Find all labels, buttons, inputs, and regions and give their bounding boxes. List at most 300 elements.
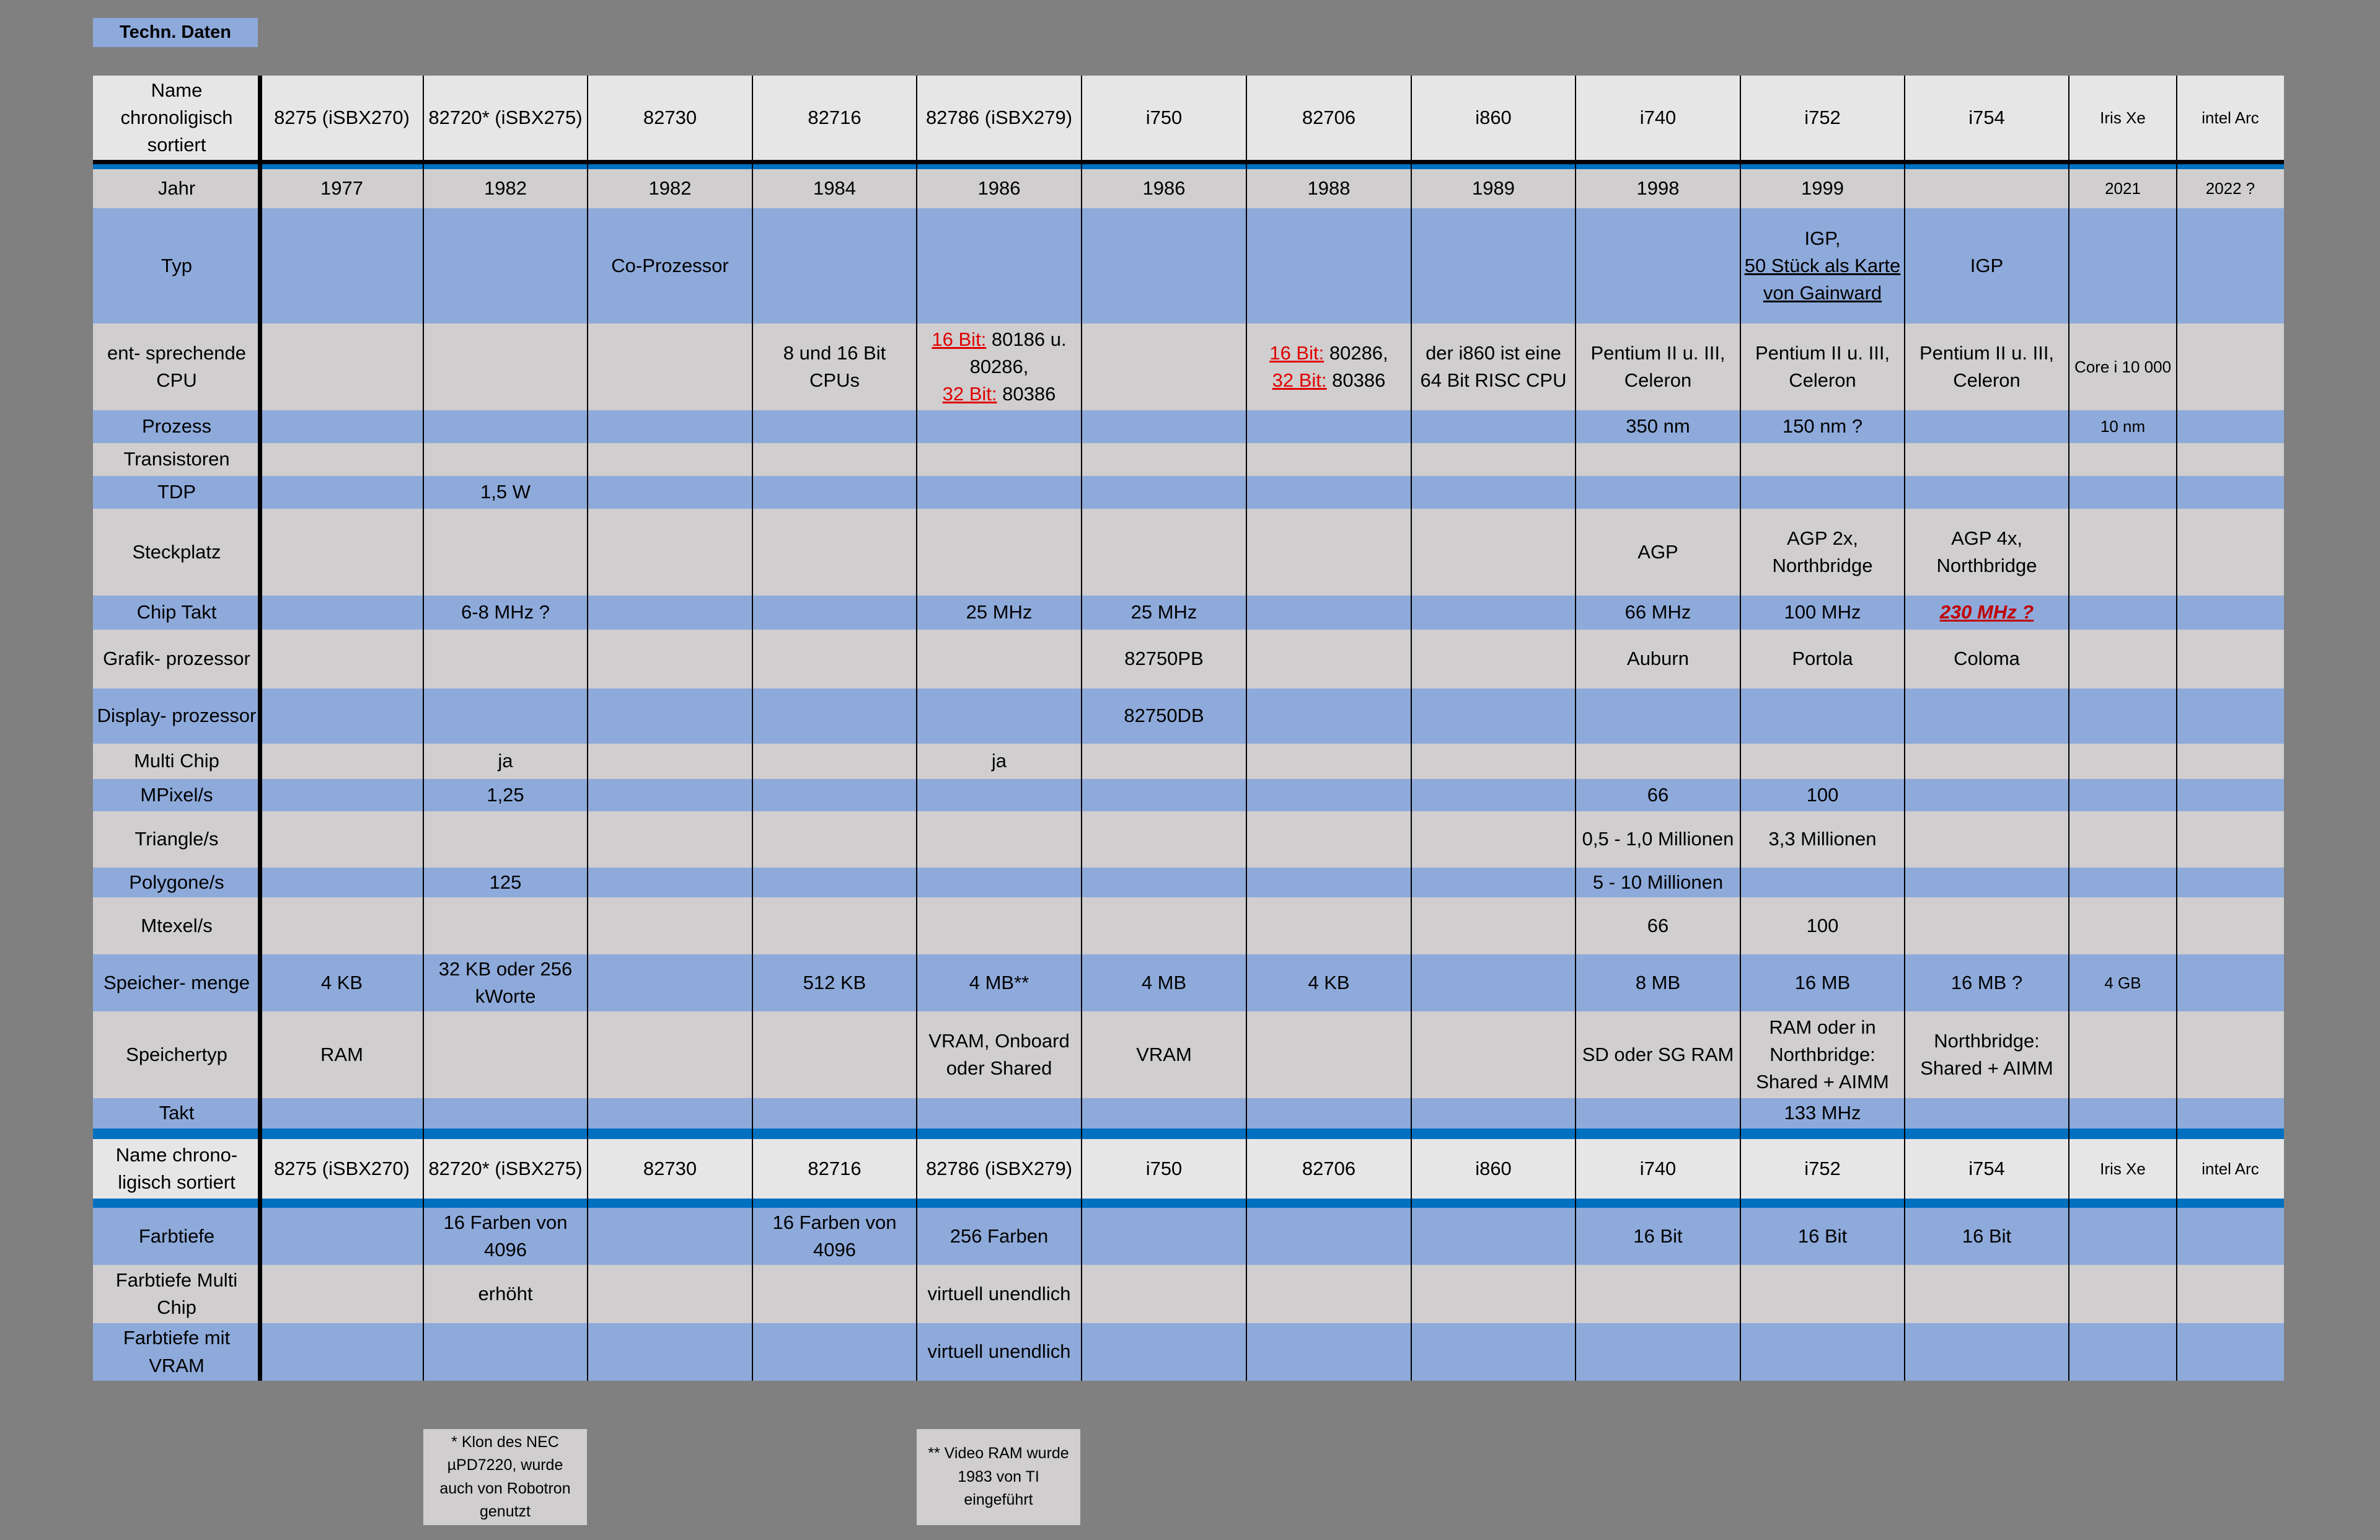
cell-takt-intelarc (2177, 1098, 2284, 1129)
column-header-82706: 82706 (1302, 1157, 1356, 1179)
cell-polygone-82730 (588, 868, 752, 897)
cell-farbmulti-82720: erhöht (478, 1282, 533, 1305)
cell-jahr-82786: 1986 (977, 177, 1021, 200)
cell-multichip-82716 (752, 744, 917, 779)
column-header-i754: i754 (1968, 1157, 2005, 1179)
column-header-i750: i750 (1145, 1157, 1183, 1179)
cell-triangle-irisxe (2069, 811, 2177, 868)
column-divider (1740, 76, 1741, 1381)
cell-grafik-82720 (423, 630, 588, 689)
cell-display-i860 (1411, 689, 1576, 744)
table-row-speichertyp (93, 1011, 2284, 1098)
cell-speichertyp-82706 (1246, 1011, 1411, 1098)
cell-jahr-i860: 1989 (1472, 177, 1515, 200)
cell-tdp-i860 (1411, 476, 1576, 509)
cell-speichertyp-82716 (752, 1011, 917, 1098)
cell-prozess-intelarc (2177, 410, 2284, 443)
cell-cpu-i860: der i860 ist eine 64 Bit RISC CPU (1420, 341, 1567, 391)
cell-tdp-i750 (1082, 476, 1246, 509)
cell-display-i752 (1740, 689, 1905, 744)
table-row-cpu (93, 323, 2284, 410)
cell-transistoren-i752 (1740, 443, 1905, 476)
cell-farbmulti-intelarc (2177, 1265, 2284, 1323)
cell-speichertyp-i754: Northbridge: Shared + AIMM (1920, 1029, 2053, 1079)
cell-grafik-82786 (917, 630, 1082, 689)
cell-jahr-i754 (1905, 169, 2069, 208)
cell-takt-irisxe (2069, 1098, 2177, 1129)
cell-transistoren-82706 (1246, 443, 1411, 476)
column-header-i754: i754 (1968, 106, 2005, 128)
cell-triangle-i860 (1411, 811, 1576, 868)
highlight-value: 230 MHz ? (1939, 601, 2034, 623)
cell-polygone-i750 (1082, 868, 1246, 897)
cell-prozess-82730 (588, 410, 752, 443)
row-label: Triangle/s (134, 828, 219, 850)
cell-takt-i754 (1905, 1098, 2069, 1129)
cell-chiptakt-irisxe (2069, 596, 2177, 630)
cell-tdp-8275 (260, 476, 423, 509)
cell-mpixel-82730 (588, 779, 752, 811)
cell-farbmulti-82730 (588, 1265, 752, 1323)
cell-mpixel-i860 (1411, 779, 1576, 811)
row-label: ent- sprechende CPU (107, 341, 247, 391)
cell-multichip-i740 (1576, 744, 1740, 779)
table-row-farbtiefe (93, 1208, 2284, 1265)
cell-grafik-82706 (1246, 630, 1411, 689)
table-row-chiptakt (93, 596, 2284, 630)
table-row-mtexel (93, 897, 2284, 954)
cell-prozess-82706 (1246, 410, 1411, 443)
cell-takt-82730 (588, 1098, 752, 1129)
cell-transistoren-i750 (1082, 443, 1246, 476)
table-row-mpixel (93, 779, 2284, 811)
table-row-farbmulti (93, 1265, 2284, 1323)
cell-prozess-82716 (752, 410, 917, 443)
cell-transistoren-irisxe (2069, 443, 2177, 476)
cell-mpixel-i740: 66 (1647, 783, 1669, 806)
cell-transistoren-intelarc (2177, 443, 2284, 476)
cell-transistoren-82716 (752, 443, 917, 476)
cell-speicher-i752: 16 MB (1794, 971, 1851, 993)
cell-transistoren-82786 (917, 443, 1082, 476)
footnote-82720: * Klon des NEC µPD7220, wurde auch von Robotron genutzt (423, 1429, 587, 1525)
cell-farbtiefe-irisxe (2069, 1208, 2177, 1265)
column-divider (1246, 76, 1247, 1381)
cell-speichertyp-82730 (588, 1011, 752, 1098)
cell-speichertyp-i752: RAM oder in Northbridge: Shared + AIMM (1756, 1016, 1889, 1093)
footnote-82786: ** Video RAM wurde 1983 von TI eingeführt (917, 1429, 1080, 1525)
cell-multichip-intelarc (2177, 744, 2284, 779)
cell-farbvram-82720 (423, 1323, 588, 1381)
cell-triangle-82730 (588, 811, 752, 868)
cell-typ-i752 (1740, 208, 1905, 323)
cell-triangle-82720 (423, 811, 588, 868)
cell-speicher-82786: 4 MB** (969, 971, 1029, 993)
column-header-82720: 82720* (iSBX275) (428, 1157, 583, 1179)
cell-jahr-82706: 1988 (1307, 177, 1351, 200)
cell-polygone-i860 (1411, 868, 1576, 897)
column-header-82706: 82706 (1302, 106, 1356, 128)
cell-steckplatz-i754: AGP 4x, Northbridge (1936, 527, 2037, 576)
cell-typ-82706 (1246, 208, 1411, 323)
cell-tdp-i740 (1576, 476, 1740, 509)
cell-steckplatz-intelarc (2177, 509, 2284, 596)
column-header-82716: 82716 (808, 106, 862, 128)
table-row-multichip (93, 744, 2284, 779)
cell-chiptakt-i860 (1411, 596, 1576, 630)
column-header-i860: i860 (1475, 106, 1512, 128)
row-label: Name chrono-ligisch sortiert (115, 1143, 238, 1193)
cell-multichip-i750 (1082, 744, 1246, 779)
cell-farbtiefe-i754: 16 Bit (1962, 1225, 2012, 1247)
cell-typ-irisxe (2069, 208, 2177, 323)
table-row-typ (93, 208, 2284, 323)
row-label: Transistoren (123, 448, 230, 470)
cell-grafik-i750: 82750PB (1124, 648, 1204, 670)
cell-transistoren-82720 (423, 443, 588, 476)
cell-farbvram-i860 (1411, 1323, 1576, 1381)
cell-tdp-82786 (917, 476, 1082, 509)
cell-farbmulti-i752 (1740, 1265, 1905, 1323)
cell-mpixel-82786 (917, 779, 1082, 811)
cell-steckplatz-i750 (1082, 509, 1246, 596)
cell-farbmulti-82786: virtuell unendlich (927, 1282, 1071, 1305)
column-header-intelarc: intel Arc (2202, 108, 2259, 127)
cell-steckplatz-82706 (1246, 509, 1411, 596)
cell-grafik-82716 (752, 630, 917, 689)
cell-chiptakt-8275 (260, 596, 423, 630)
cell-farbtiefe-i860 (1411, 1208, 1576, 1265)
cell-display-82706 (1246, 689, 1411, 744)
cell-steckplatz-i740: AGP (1637, 540, 1678, 563)
row-separator (93, 1129, 2284, 1139)
cell-mtexel-irisxe (2069, 897, 2177, 954)
cell-farbtiefe-82706 (1246, 1208, 1411, 1265)
cell-speicher-i860 (1411, 954, 1576, 1011)
cell-tdp-intelarc (2177, 476, 2284, 509)
cell-cpu-82706 (1246, 323, 1411, 410)
row-separator (93, 164, 2284, 169)
row-label: Polygone/s (129, 871, 224, 893)
cell-farbvram-i740 (1576, 1323, 1740, 1381)
cell-grafik-8275 (260, 630, 423, 689)
row-label: MPixel/s (140, 783, 213, 806)
cell-speicher-i754: 16 MB ? (1950, 971, 2023, 993)
cell-takt-i750 (1082, 1098, 1246, 1129)
column-header-82786: 82786 (iSBX279) (925, 106, 1073, 128)
cell-cpu-82716: 8 und 16 Bit CPUs (783, 341, 886, 391)
cell-polygone-i754 (1905, 868, 2069, 897)
column-divider (423, 76, 424, 1381)
bit-label: 32 Bit: (1272, 369, 1327, 391)
cell-triangle-i754 (1905, 811, 2069, 868)
cell-tdp-82720: 1,5 W (480, 481, 531, 503)
row-label: TDP (157, 481, 196, 503)
column-header-i740: i740 (1639, 106, 1677, 128)
cell-farbmulti-8275 (260, 1265, 423, 1323)
cell-display-82716 (752, 689, 917, 744)
cell-polygone-82706 (1246, 868, 1411, 897)
column-divider (1904, 76, 1905, 1381)
cell-mpixel-82706 (1246, 779, 1411, 811)
cell-grafik-i752: Portola (1792, 648, 1853, 670)
cell-mpixel-intelarc (2177, 779, 2284, 811)
cell-farbmulti-82716 (752, 1265, 917, 1323)
cell-steckplatz-82716 (752, 509, 917, 596)
cell-triangle-82706 (1246, 811, 1411, 868)
cell-farbvram-82786: virtuell unendlich (927, 1340, 1071, 1363)
cell-multichip-i752 (1740, 744, 1905, 779)
cell-prozess-i754 (1905, 410, 2069, 443)
row-label: Display- prozessor (97, 705, 257, 727)
column-divider (1575, 76, 1576, 1381)
cell-mpixel-82720: 1,25 (487, 783, 524, 806)
cell-chiptakt-intelarc (2177, 596, 2284, 630)
cell-speicher-82720: 32 KB oder 256 kWorte (438, 957, 573, 1007)
cell-grafik-82730 (588, 630, 752, 689)
cell-farbvram-82706 (1246, 1323, 1411, 1381)
column-header-8275: 8275 (iSBX270) (274, 1157, 410, 1179)
cell-mpixel-i750 (1082, 779, 1246, 811)
cell-farbtiefe-82720: 16 Farben von 4096 (443, 1211, 568, 1261)
row-label: Takt (159, 1102, 195, 1124)
row-label: Mtexel/s (141, 914, 213, 936)
cell-cpu-8275 (260, 323, 423, 410)
cell-mpixel-i752: 100 (1806, 783, 1839, 806)
cell-tdp-82716 (752, 476, 917, 509)
column-header-8275: 8275 (iSBX270) (274, 106, 410, 128)
cell-jahr-8275: 1977 (320, 177, 363, 200)
cell-speichertyp-i860 (1411, 1011, 1576, 1098)
table-row-speicher (93, 954, 2284, 1011)
cell-takt-82786 (917, 1098, 1082, 1129)
cell-display-intelarc (2177, 689, 2284, 744)
cell-prozess-i750 (1082, 410, 1246, 443)
cell-cpu-i754: Pentium II u. III, Celeron (1919, 341, 2055, 391)
cell-multichip-irisxe (2069, 744, 2177, 779)
cell-farbmulti-i750 (1082, 1265, 1246, 1323)
column-divider (1081, 76, 1082, 1381)
row-label: Name chronoligisch sortiert (120, 79, 233, 156)
cell-farbvram-irisxe (2069, 1323, 2177, 1381)
column-header-i752: i752 (1804, 106, 1841, 128)
cell-steckplatz-irisxe (2069, 509, 2177, 596)
cell-mtexel-8275 (260, 897, 423, 954)
cell-display-i740 (1576, 689, 1740, 744)
cell-speichertyp-i750: VRAM (1136, 1043, 1192, 1065)
cell-farbvram-i750 (1082, 1323, 1246, 1381)
cell-mtexel-intelarc (2177, 897, 2284, 954)
cell-farbmulti-i740 (1576, 1265, 1740, 1323)
cell-typ-i740 (1576, 208, 1740, 323)
cell-tdp-82706 (1246, 476, 1411, 509)
cell-speicher-irisxe: 4 GB (2104, 973, 2141, 992)
cell-grafik-i740: Auburn (1627, 648, 1689, 670)
sheet-title: Techn. Daten (93, 18, 258, 47)
cell-triangle-intelarc (2177, 811, 2284, 868)
cell-farbvram-82716 (752, 1323, 917, 1381)
cell-mtexel-82706 (1246, 897, 1411, 954)
cell-speicher-82716: 512 KB (803, 971, 866, 993)
cell-farbmulti-irisxe (2069, 1265, 2177, 1323)
cell-chiptakt-82706 (1246, 596, 1411, 630)
cell-chiptakt-i740: 66 MHz (1624, 601, 1691, 623)
cell-farbvram-i752 (1740, 1323, 1905, 1381)
cell-cpu-irisxe: Core i 10 000 (2074, 357, 2172, 376)
cell-speichertyp-irisxe (2069, 1011, 2177, 1098)
cell-polygone-8275 (260, 868, 423, 897)
cell-cpu-82720 (423, 323, 588, 410)
cell-cpu-intelarc (2177, 323, 2284, 410)
cell-display-82730 (588, 689, 752, 744)
cell-prozess-i752: 150 nm ? (1782, 415, 1863, 438)
cell-mpixel-i754 (1905, 779, 2069, 811)
cell-triangle-8275 (260, 811, 423, 868)
row-label: Farbtiefe Multi Chip (115, 1269, 238, 1318)
cell-polygone-i752 (1740, 868, 1905, 897)
cell-polygone-intelarc (2177, 868, 2284, 897)
row-separator (93, 1199, 2284, 1208)
cell-multichip-82786: ja (991, 750, 1007, 772)
column-header-i752: i752 (1804, 1157, 1841, 1179)
cell-typ-i860 (1411, 208, 1576, 323)
cell-grafik-i754: Coloma (1954, 648, 2020, 670)
cell-speichertyp-8275: RAM (320, 1043, 363, 1065)
cell-multichip-82720: ja (498, 750, 513, 772)
cell-multichip-i860 (1411, 744, 1576, 779)
column-header-intelarc: intel Arc (2202, 1159, 2259, 1178)
cell-prozess-i740: 350 nm (1626, 415, 1690, 438)
cpu-text: 80386 (1002, 383, 1056, 405)
cell-steckplatz-82786 (917, 509, 1082, 596)
column-divider (916, 76, 917, 1381)
cell-farbtiefe-82786: 256 Farben (950, 1225, 1049, 1247)
cell-mtexel-82720 (423, 897, 588, 954)
table-row-steckplatz (93, 509, 2284, 596)
table-header-row (93, 76, 2284, 160)
column-divider (258, 76, 262, 1381)
cell-prozess-i860 (1411, 410, 1576, 443)
cell-jahr-82730: 1982 (648, 177, 692, 200)
cell-chiptakt-82720: 6-8 MHz ? (461, 601, 550, 623)
cell-polygone-82786 (917, 868, 1082, 897)
cell-typ-intelarc (2177, 208, 2284, 323)
column-divider (587, 76, 588, 1381)
cell-triangle-i740: 0,5 - 1,0 Millionen (1582, 828, 1734, 850)
column-divider (1411, 76, 1412, 1381)
cell-tdp-82730 (588, 476, 752, 509)
column-divider (2068, 76, 2069, 1381)
cell-tdp-i754 (1905, 476, 2069, 509)
column-header-82786: 82786 (iSBX279) (925, 1157, 1073, 1179)
cell-mpixel-irisxe (2069, 779, 2177, 811)
cell-farbtiefe-8275 (260, 1208, 423, 1265)
cell-speicher-intelarc (2177, 954, 2284, 1011)
cell-speicher-i750: 4 MB (1141, 971, 1187, 993)
cell-triangle-i752: 3,3 Millionen (1768, 828, 1877, 850)
cell-cpu-82786 (917, 323, 1082, 410)
cell-display-8275 (260, 689, 423, 744)
cell-chiptakt-82786: 25 MHz (966, 601, 1033, 623)
cell-transistoren-i740 (1576, 443, 1740, 476)
cell-tdp-irisxe (2069, 476, 2177, 509)
cell-cpu-82730 (588, 323, 752, 410)
cell-cpu-i750 (1082, 323, 1246, 410)
cell-display-82786 (917, 689, 1082, 744)
row-label: Farbtiefe mit VRAM (123, 1327, 231, 1376)
cell-speichertyp-intelarc (2177, 1011, 2284, 1098)
cell-triangle-82716 (752, 811, 917, 868)
cell-mtexel-i750 (1082, 897, 1246, 954)
row-label: Grafik- prozessor (103, 648, 250, 670)
cell-speichertyp-i740: SD oder SG RAM (1582, 1043, 1734, 1065)
row-label: Farbtiefe (138, 1225, 215, 1247)
cell-farbvram-intelarc (2177, 1323, 2284, 1381)
cell-chiptakt-i754 (1905, 596, 2069, 630)
cell-steckplatz-8275 (260, 509, 423, 596)
column-header-i750: i750 (1145, 106, 1183, 128)
column-header-82730: 82730 (643, 1157, 697, 1179)
cell-farbtiefe-i752: 16 Bit (1797, 1225, 1848, 1247)
cpu-text: 80186 u. 80286, (969, 328, 1067, 377)
cell-mtexel-82786 (917, 897, 1082, 954)
cell-chiptakt-i752: 100 MHz (1784, 601, 1861, 623)
column-header-i860: i860 (1475, 1157, 1512, 1179)
cell-typ-8275 (260, 208, 423, 323)
cell-polygone-82720: 125 (489, 871, 522, 893)
cell-farbvram-82730 (588, 1323, 752, 1381)
cell-multichip-82730 (588, 744, 752, 779)
gainward-link[interactable]: 50 Stück als Karte von Gainward (1744, 254, 1901, 304)
row-label: Typ (161, 254, 192, 276)
row-label: Steckplatz (132, 540, 221, 563)
cell-farbtiefe-intelarc (2177, 1208, 2284, 1265)
column-header-82730: 82730 (643, 106, 697, 128)
column-header-irisxe: Iris Xe (2100, 108, 2146, 127)
cell-farbtiefe-i750 (1082, 1208, 1246, 1265)
cell-display-i754 (1905, 689, 2069, 744)
cell-transistoren-8275 (260, 443, 423, 476)
cell-farbvram-i754 (1905, 1323, 2069, 1381)
column-divider (752, 76, 753, 1381)
cell-jahr-i740: 1998 (1636, 177, 1680, 200)
cell-grafik-intelarc (2177, 630, 2284, 689)
cell-display-irisxe (2069, 689, 2177, 744)
cell-speicher-i740: 8 MB (1635, 971, 1681, 993)
bit-label: 16 Bit: (1269, 341, 1324, 364)
cell-speicher-82730 (588, 954, 752, 1011)
row-label: Jahr (157, 177, 196, 200)
cell-takt-82706 (1246, 1098, 1411, 1129)
row-label: Prozess (142, 415, 211, 438)
column-header-82720: 82720* (iSBX275) (428, 106, 583, 128)
cell-transistoren-i860 (1411, 443, 1576, 476)
table-row-jahr (93, 169, 2284, 208)
cell-cpu-i752: Pentium II u. III, Celeron (1755, 341, 1890, 391)
row-label: Speichertyp (126, 1043, 227, 1065)
cell-transistoren-82730 (588, 443, 752, 476)
column-header-82716: 82716 (808, 1157, 862, 1179)
cell-jahr-i750: 1986 (1142, 177, 1186, 200)
cpu-text: 80386 (1332, 369, 1386, 391)
table-header-row (93, 1139, 2284, 1199)
cell-steckplatz-82730 (588, 509, 752, 596)
cell-mtexel-i754 (1905, 897, 2069, 954)
cell-typ-i750 (1082, 208, 1246, 323)
cell-farbtiefe-i740: 16 Bit (1633, 1225, 1683, 1247)
column-header-irisxe: Iris Xe (2100, 1159, 2146, 1178)
table-row-display (93, 689, 2284, 744)
